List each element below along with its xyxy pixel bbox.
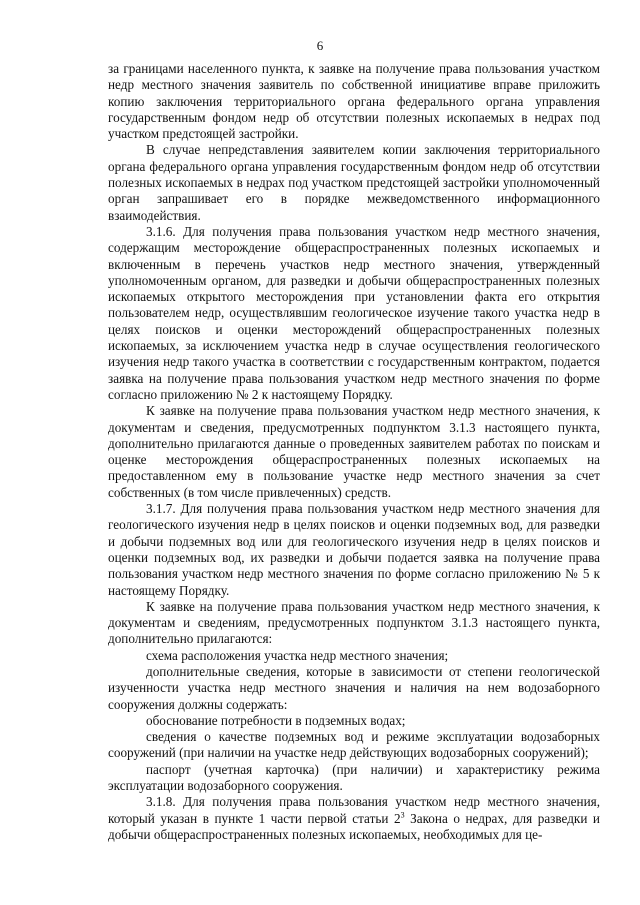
list-item-passport: паспорт (учетная карточка) (при наличии) и характеристику режима эксплуатации водозаборного сооружения. [108, 761, 600, 794]
page-number: 6 [316, 38, 324, 53]
list-item-scheme: схема расположения участка недр местного значения; [146, 647, 449, 663]
paragraph-3-1-8 [108, 794, 600, 843]
list-item-additional-info: дополнительные сведения, которые в зависимости от степени геологической изученности участка недр местного значения и наличия на нем водозаборного сооружения должны содержать: [108, 663, 600, 712]
document-body [108, 61, 600, 843]
list-item-water-quality: сведения о качестве подземных вод и режиме эксплуатации водозаборных сооружений (при наличии на участке недр действующих водозаборных сооружений); [108, 729, 600, 761]
paragraph-3-1-8-text-end: Закона о недрах, для разведки и добычи общераспространенных полезных ископаемых, необходимых для це- [108, 810, 600, 842]
paragraph-3-1-6-attachments: К заявке на получение права пользования участком недр местного значения, к документам и сведения, предусмотренных подпунктом 3.1.3 настоящего пункта, дополнительно прилагаются данные о проведенных заявителем работах по поискам и оценке месторождения общераспространенных полезных ископаемых на предоставленном ему в пользование участке недр местного значения за счет собственных (в том числе привлеченных) средств. [108, 403, 600, 500]
paragraph-3-1-6: 3.1.6. Для получения права пользования участком недр местного значения, содержащим месторождение общераспространенных полезных ископаемых и включенным в перечень участков недр местного значения, утвержденный уполномоченным органом, для разведки и добычи общераспространенных полезных ископаемых открытого месторождения при установлении факта его открытия пользователем недр, осуществлявшим геологическое изучение такого участка недр в целях поисков и оценки месторождений общераспространенных полезных ископаемых, за исключением участка недр в случае осуществления геологического изучения недр такого участка в соответствии с государственным контрактом, подается заявка на получение права пользования участком недр местного значения по форме согласно приложению № 2 к настоящему Порядку. [108, 223, 600, 402]
list-item-justification: обоснование потребности в подземных водах; [146, 712, 406, 728]
paragraph-continuation: за границами населенного пункта, к заявке на получение права пользования участком недр местного значения заявитель по собственной инициативе вправе приложить копию заключения территориального органа федерального органа управления государственным фондом недр об отсутствии полезных ископаемых в недрах под участком предстоящей застройки. [108, 61, 600, 142]
paragraph-3-1-8-text-start: 3.1.8. Для получения права пользования участком недр местного значения, который указан в пункте 1 части первой статьи 2 [108, 794, 600, 826]
paragraph-3-1-7: 3.1.7. Для получения права пользования участком недр местного значения для геологического изучения недр в целях поисков и оценки подземных вод, для разведки и добычи подземных вод или для геологического изучения недр в целях поисков и оценки подземных вод, их разведки и добычи подается заявка на получение права пользования участком недр местного значения по форме согласно приложению № 5 к настоящему Порядку. [108, 501, 600, 598]
paragraph-3-1-7-attachments: К заявке на получение права пользования участком недр местного значения, к документам и сведениям, предусмотренных подпунктом 3.1.3 настоящего пункта, дополнительно прилагаются: [108, 598, 600, 647]
article-superscript: 3 [400, 810, 405, 820]
paragraph-nonsubmission-case: В случае непредставления заявителем копии заключения территориального органа федерального органа управления государственным фондом недр об отсутствии полезных ископаемых в недрах под участком предстоящей застройки уполномоченный орган запрашивает его в порядке межведомственного информационного взаимодействия. [108, 142, 600, 223]
